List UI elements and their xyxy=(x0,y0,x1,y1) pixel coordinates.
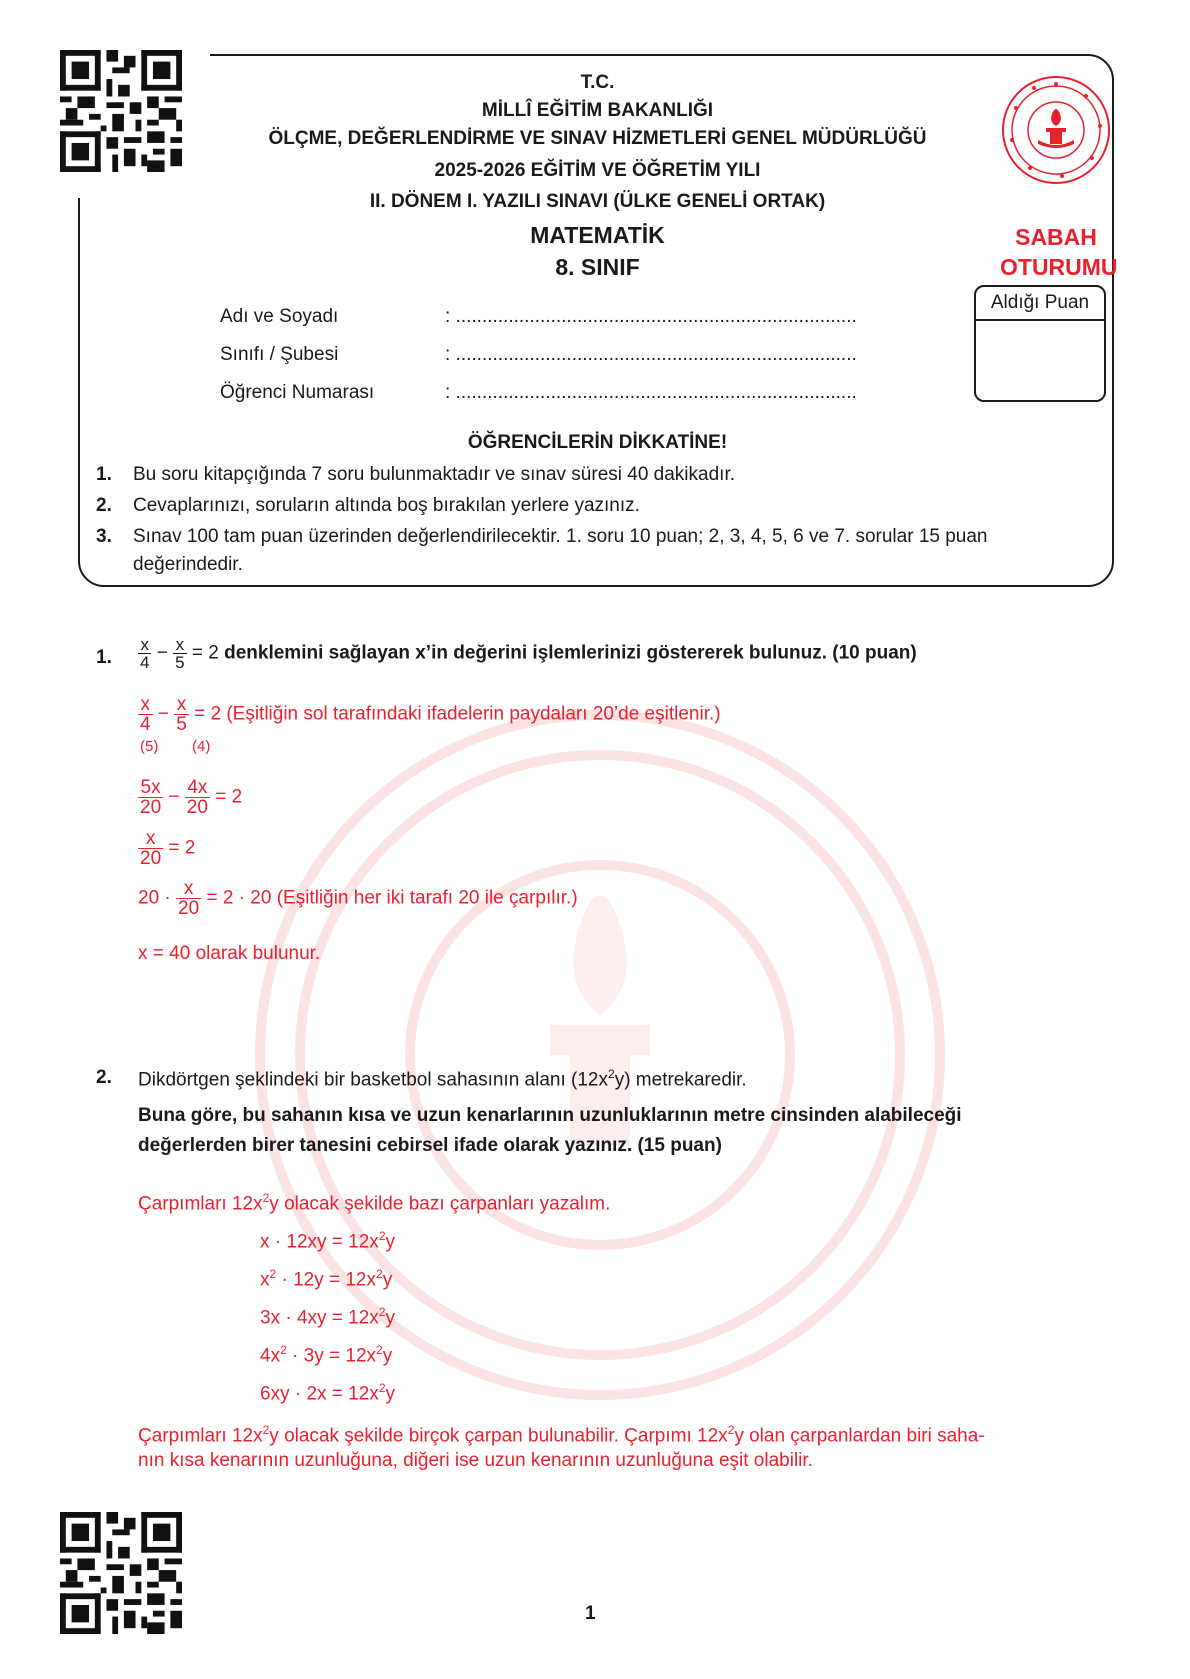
q1-equation: $\frac{x}{4}$ − $\frac{x}{5}$ = 2 denklemini sağlayan x’in değerini işlemlerinizi göstererek bulunuz. (10 puan) xyxy=(140,635,917,672)
class-label: Sınıfı / Şubesi xyxy=(220,344,339,365)
q1-prompt: denklemini sağlayan x’in değerini işlemlerinizi göstererek bulunuz. (10 puan) xyxy=(224,642,917,664)
student-number-label: Öğrenci Numarası xyxy=(220,382,375,403)
instruction-text: Bu soru kitapçığında 7 soru bulunmaktadır ve sınav süresi 40 dakikadır. xyxy=(133,464,735,485)
student-number-field[interactable]: : ............................................................................ xyxy=(445,382,857,403)
q2-conclusion-c: y olan çarpanlardan biri saha- xyxy=(734,1425,985,1447)
watermark-emblem xyxy=(250,705,950,1405)
q2-answer-intro: Çarpımları $12x^2y$ olacak şekilde bazı çarpanları yazalım. xyxy=(138,1191,611,1215)
q2-conclusion-line1: Çarpımları $12x^2y$ olacak şekilde birçok çarpan bulunabilir. Çarpımı $12x^2y$ olan çarpanlardan biri saha- xyxy=(138,1423,985,1447)
qr-code-icon xyxy=(60,50,182,172)
q2-factor-pair: $3x \cdot 4xy = 12x^2y$ xyxy=(260,1305,395,1329)
q2-factor-pair: $4x^2 \cdot 3y = 12x^2y$ xyxy=(260,1343,393,1367)
header-line-exam: II. DÖNEM I. YAZILI SINAVI (ÜLKE GENELİ ORTAK) xyxy=(369,191,826,212)
name-field[interactable]: : ............................................................................ xyxy=(445,306,857,327)
instruction-number: 1. xyxy=(96,464,112,485)
q1-step2: $\frac{5x}{20}$ − $\frac{4x}{20}$ = 2 xyxy=(140,777,243,818)
header-line-tc: T.C. xyxy=(580,72,615,93)
instruction-text: Cevaplarınızı, soruların altında boş bırakılan yerlere yazınız. xyxy=(133,495,640,516)
q2-prompt: Dikdörtgen şeklindeki bir basketbol sahasının alanı $(12x^2y)$ metrekaredir. xyxy=(138,1067,747,1091)
instruction-text-continued: değerindedir. xyxy=(133,554,243,575)
q2-factor-pair: $6xy \cdot 2x = 12x^2y$ xyxy=(260,1381,395,1405)
q1-step4: 20 · $\frac{x}{20}$ = 2 · 20 (Eşitliğin her iki tarafı 20 ile çarpılır.) xyxy=(138,878,578,919)
q2-intro-post: y olacak şekilde bazı çarpanları yazalım. xyxy=(269,1193,611,1215)
q1-step4-note: (Eşitliğin her iki tarafı 20 ile çarpılır.) xyxy=(276,887,578,909)
q2-prompt-pre: Dikdörtgen şeklindeki bir basketbol sahasının alanı (12x xyxy=(138,1069,608,1091)
score-label: Aldığı Puan xyxy=(976,287,1104,321)
q1-multiplier-5: (5) xyxy=(140,738,159,755)
session-label-line1: SABAH xyxy=(1015,224,1097,250)
q1-multiplier-4: (4) xyxy=(192,738,211,755)
session-label xyxy=(1000,222,1118,282)
question-number: 2. xyxy=(96,1067,112,1088)
header-line-year: 2025-2026 EĞİTİM VE ÖĞRETİM YILI xyxy=(434,160,761,181)
q2-factor-pair: $x^2 \cdot 12y = 12x^2y$ xyxy=(260,1267,393,1291)
q2-intro-pre: Çarpımları 12x xyxy=(138,1193,263,1215)
q2-task-line2: değerlerden birer tanesini cebirsel ifade olarak yazınız. (15 puan) xyxy=(138,1135,722,1156)
instruction-text: Sınav 100 tam puan üzerinden değerlendirilecektir. 1. soru 10 puan; 2, 3, 4, 5, 6 ve 7. sorular 15 puan xyxy=(133,526,988,547)
instructions-title: ÖĞRENCİLERİN DİKKATİNE! xyxy=(467,432,728,453)
instruction-number: 2. xyxy=(96,495,112,516)
q2-task-line1: Buna göre, bu sahanın kısa ve uzun kenarlarının uzunluklarının metre cinsinden alabileceği xyxy=(138,1105,962,1126)
name-label: Adı ve Soyadı xyxy=(220,306,339,327)
q2-factor-pair: $x \cdot 12xy = 12x^2y$ xyxy=(260,1229,395,1253)
grade-title: 8. SINIF xyxy=(555,254,640,280)
question-number: 1. xyxy=(96,647,112,668)
instruction-number: 3. xyxy=(96,526,112,547)
score-box xyxy=(974,285,1106,402)
ministry-seal-icon xyxy=(1000,74,1112,186)
q1-step1: $\frac{x}{4}$ − $\frac{x}{5}$ = 2 (Eşitliğin sol tarafındaki ifadelerin paydaları 20’de eşitlenir.) xyxy=(140,694,721,735)
q2-conclusion-a: Çarpımları 12x xyxy=(138,1425,263,1447)
header-line-directorate: ÖLÇME, DEĞERLENDİRME VE SINAV HİZMETLERİ GENEL MÜDÜRLÜĞÜ xyxy=(268,128,927,149)
header-line-ministry: MİLLÎ EĞİTİM BAKANLIĞI xyxy=(481,100,714,121)
q2-conclusion-line2: nın kısa kenarının uzunluğuna, diğeri ise uzun kenarının uzunluğuna eşit olabilir. xyxy=(138,1450,813,1471)
subject-title: MATEMATİK xyxy=(530,222,665,248)
qr-code-icon xyxy=(60,1512,182,1634)
q2-conclusion-b: y olacak şekilde birçok çarpan bulunabilir. Çarpımı 12x xyxy=(269,1425,728,1447)
session-label-line2: OTURUMU xyxy=(1000,254,1118,280)
q1-result: x = 40 olarak bulunur. xyxy=(138,943,321,964)
page-number: 1 xyxy=(585,1603,596,1624)
q1-step3: $\frac{x}{20}$ = 2 xyxy=(140,828,196,869)
class-field[interactable]: : ............................................................................ xyxy=(445,344,857,365)
q2-prompt-post: y) metrekaredir. xyxy=(614,1069,747,1091)
q1-step1-note: (Eşitliğin sol tarafındaki ifadelerin paydaları 20’de eşitlenir.) xyxy=(226,703,721,725)
